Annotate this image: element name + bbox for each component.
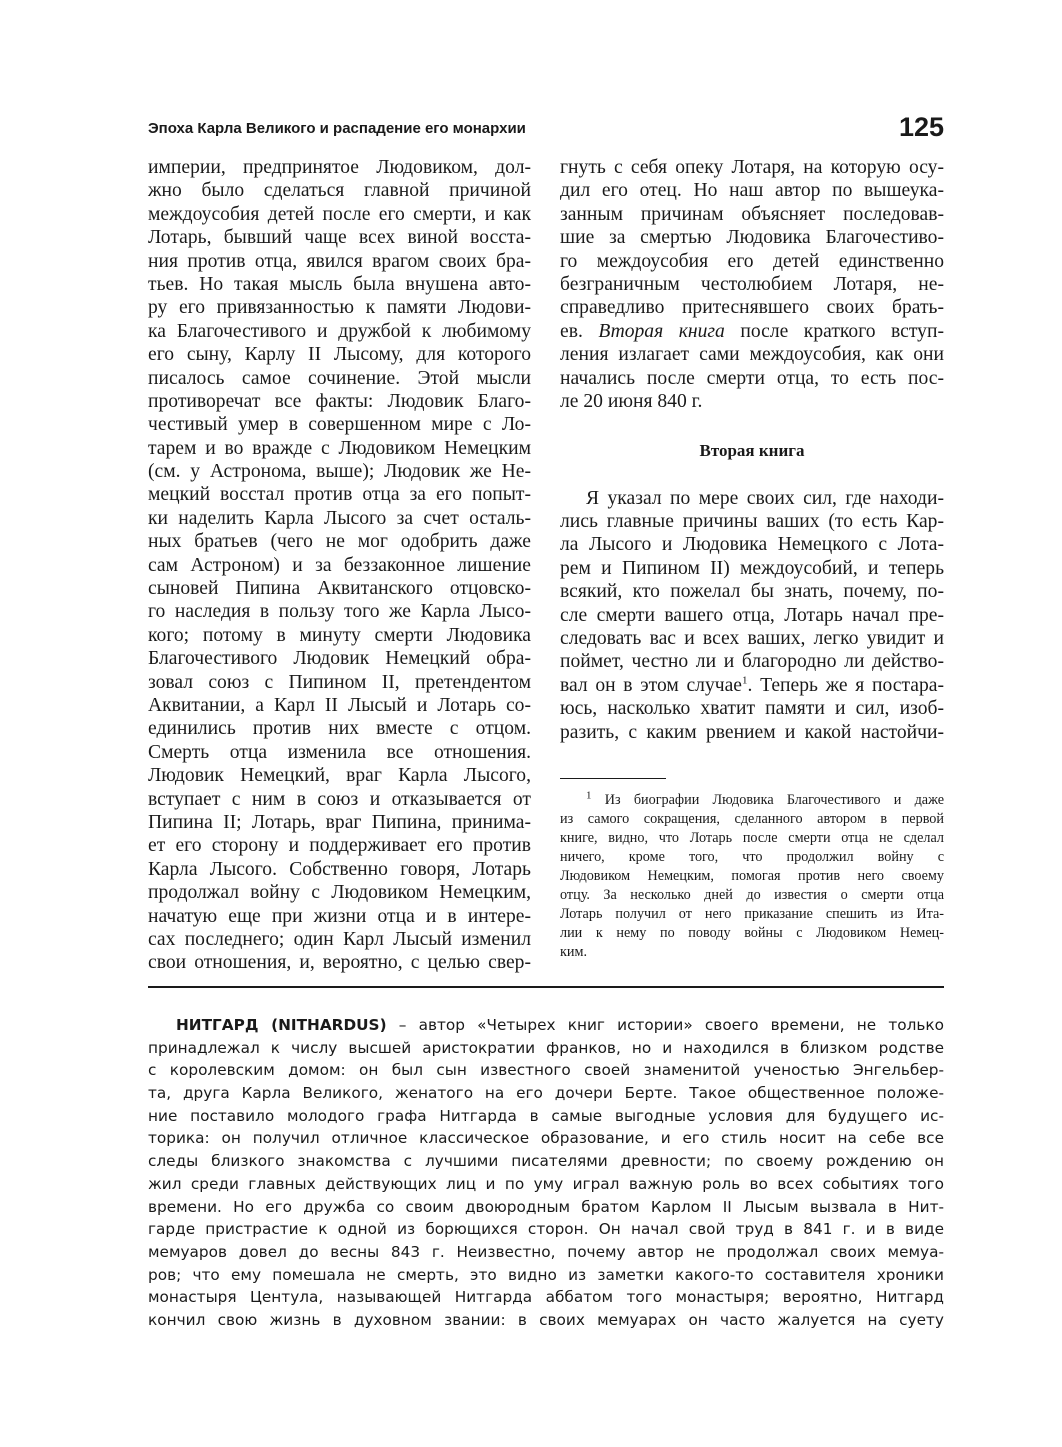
text-line: начатую еще при жизни отца и в интере- [148,905,531,927]
biography-line: времени. Но его дружба со своим двоюродным братом Карлом II Лысым вызвала в Нит- [148,1197,944,1216]
text-line: гнуть с себя опеку Лотаря, на которую осу- [560,157,944,178]
text-line: Лотарь, бывший чаще всех виной восста- [148,227,531,249]
text-line: мецкий восстал против отца за его попыт- [148,484,531,506]
text-line: начались после смерти отца, то есть пос- [560,367,944,389]
text-line: кого; потому в минуту смерти Людовика [148,624,531,646]
text-line: писалось самое сочинение. Этой мысли [148,367,531,389]
text-line: рем и Пипином II) междоусобий, и теперь [560,557,944,579]
page-number: 125 [898,112,944,142]
text-line: занным причинам объясняет последовав- [560,203,944,225]
text-line: дил его отец. Но наш автор по вышеука- [560,180,944,202]
running-head [148,112,944,146]
biography-line: жил среди главных действующих лиц и по уму играл важную роль во всех событиях того [148,1174,944,1193]
text-line: ных братьев (чего не мог одобрить даже [148,531,531,553]
text-line: продолжал войну с Людовиком Немецким, [148,882,531,904]
text-line: Благочестивого Людовик Немецкий обра- [148,648,531,670]
footnote-line: Лотарь получил от него приказание спешить из Ита- [560,906,944,922]
footnote-text [560,810,944,962]
text-line: сам Астроном) и за беззаконное лишение [148,554,531,576]
footnote-marker: 1 [586,789,592,802]
text-line: сыновей Пипина Аквитанского отцовско- [148,578,531,600]
text-line: единились против них вместе с отцом. [148,718,531,740]
biography-entry [148,1014,944,1332]
left-column [148,156,531,975]
footnote-line: $^1$ Из биографии Людовика Благочестивого и даже [586,789,944,808]
footnote-line: ничего, кроме того, что продолжил войну с [560,849,944,865]
text-line: всякий, кто пожелал бы знать, почему, по- [560,581,944,603]
section-divider [148,986,944,988]
text-line: честивый умер в совершенном мире с Ло- [148,414,531,436]
section-body [560,697,944,744]
text-line: сах последнего; один Карл Лысый изменил [148,928,531,950]
text-line: его сыну, Карлу II Лысому, для которого [148,344,531,366]
footnote [560,791,944,962]
text-line: ния против отца, явился врагом своих бра- [148,250,531,272]
entry-name: НИТГАРД (NITHARDUS) [176,1016,387,1034]
text-line: Я указал по мере своих сил, где находи- [586,487,944,509]
biography-line: монастыря Центула, называющей Нитгарда аббатом того монастыря; вероятно, Нитгард [148,1288,944,1307]
biography-first-line: НИТГАРД (NITHARDUS) – автор «Четырех книг истории» своего времени, не только [176,1016,944,1034]
text-line: ет его сторону и поддерживает его против [148,835,531,857]
text-line: противоречат все факты: Людовик Благо- [148,390,531,412]
text-line: ла Лысого и Людовика Немецкого с Лота- [560,534,944,556]
footnote-divider [560,778,666,779]
text-line: империи, предпринятое Людовиком, дол- [148,157,531,178]
text-line: ле 20 июня 840 г. [560,390,703,412]
text-line: (см. у Астронома, выше); Людовик же Не- [148,461,531,483]
biography-line: мемуаров довел до весны 843 г. Неизвестно, почему автор не продолжал своих мемуа- [148,1242,944,1261]
biography-line: гарде пристрастие к одной из борющихся сторон. Он начал свой труд в 841 г. и в виде [148,1220,944,1239]
text-line: го наследия в пользу того же Карла Лысо- [148,601,531,623]
text-line: шие за смертью Людовика Благочестиво- [560,227,944,249]
biography-line: та, друга Карла Великого, женатого на его дочери Берте. Такое общественное положе- [148,1084,944,1103]
text-line: поймет, честно ли и благородно ли действо- [560,651,944,673]
text-line: Людовик Немецкий, враг Карла Лысого, [148,765,531,787]
text-line: свои отношения, и, вероятно, с целью свер- [148,952,531,974]
text-line: зовал союз с Пипином II, претендентом [148,671,531,693]
running-title: Эпоха Карла Великого и распадение его монархии [148,120,526,137]
text-line: жно было сделаться главной причиной [148,180,531,202]
right-column-text [560,156,944,320]
biography-line: принадлежал к числу высшей аристократии франков, но и находился в близком родстве [148,1038,944,1057]
biography-line: кончил свою жизнь в духовном звании: в своих мемуарах он часто жалуется на суету [148,1310,944,1329]
text-line: тьев. Но такая мысль была внушена авто- [148,273,531,295]
footnote-line: отцу. За несколько дней до известия о смерти отца [560,887,944,903]
text-line: ка Благочестивого и дружбой к любимому [148,320,531,342]
footnote-reference: 1 [742,674,748,687]
biography-line: следы близкого знакомства с лучшими писателями древности; по своему рождению он [148,1152,944,1171]
biography-line: ние поставило молодого графа Нитгарда в самые выгодные условия для будущего ис- [148,1106,944,1125]
text-line: вал он в этом случае$^1$. Теперь же я постара- [560,674,944,696]
text-line: справедливо притеснявшего своих брать- [560,297,944,319]
text-line: вступает с ним в союз и отказывается от [148,788,531,810]
text-line: тарем и во вражде с Людовиком Немецким [148,437,531,459]
biography-line: ров; что ему помешала не смерть, это видно из заметки какого-то составителя хроники [148,1265,944,1284]
footnote-line: лии к нему по поводу войны с Людовиком Немец- [560,925,944,941]
text-line: ления излагает сами междоусобия, как они [560,344,944,366]
biography-line: с королевским домом: он был сын известного своей знаменитой ученостью Энгельбер- [148,1061,944,1080]
text-line: междоусобия детей после его смерти, и как [148,203,531,225]
text-line: безграничным честолюбием Лотаря, не- [560,273,944,295]
right-column-text [560,343,944,413]
biography-line: торика: он получил отличное классическое образование, и его стиль носит на себе все [148,1129,944,1148]
text-line: Карла Лысого. Собственно говоря, Лотарь [148,858,531,880]
biography-text [148,1037,944,1332]
section-body [560,487,944,674]
text-line: ев. Вторая книга после краткого вступ- [560,320,944,342]
text-line: следовать вас и всех ваших, легко увидит и [560,628,944,650]
text-line: ки наделить Карла Лысого за счет осталь- [148,507,531,529]
text-line: сле смерти вашего отца, Лотарь начал пре- [560,604,944,626]
text-line: разить, с каким рвением и какой настойчи- [560,721,944,743]
text-line: го междоусобия его детей единственно [560,250,944,272]
book-title-italic: Вторая книга [598,320,725,342]
text-line: Смерть отца изменила все отношения. [148,741,531,763]
text-line: Пипина II; Лотарь, враг Пипина, принима- [148,811,531,833]
text-line: лись главные причины ваших (то есть Кар- [560,511,944,533]
section-heading: Вторая книга [699,441,805,461]
text-line: Аквитании, а Карл II Лысый и Лотарь со- [148,694,531,716]
footnote-line: ким. [560,944,588,960]
text-line: юсь, насколько хватит памяти и сил, изоб- [560,698,944,720]
footnote-line: Людовиком Немецким, помогая против него своему [560,868,944,884]
footnote-line: из самого сокращения, сделанного автором в первой [560,811,944,827]
text-line: ру его привязанностью к памяти Людови- [148,297,531,319]
right-column [560,156,944,962]
footnote-line: книге, видно, что Лотарь после смерти отца не сделал [560,830,944,846]
